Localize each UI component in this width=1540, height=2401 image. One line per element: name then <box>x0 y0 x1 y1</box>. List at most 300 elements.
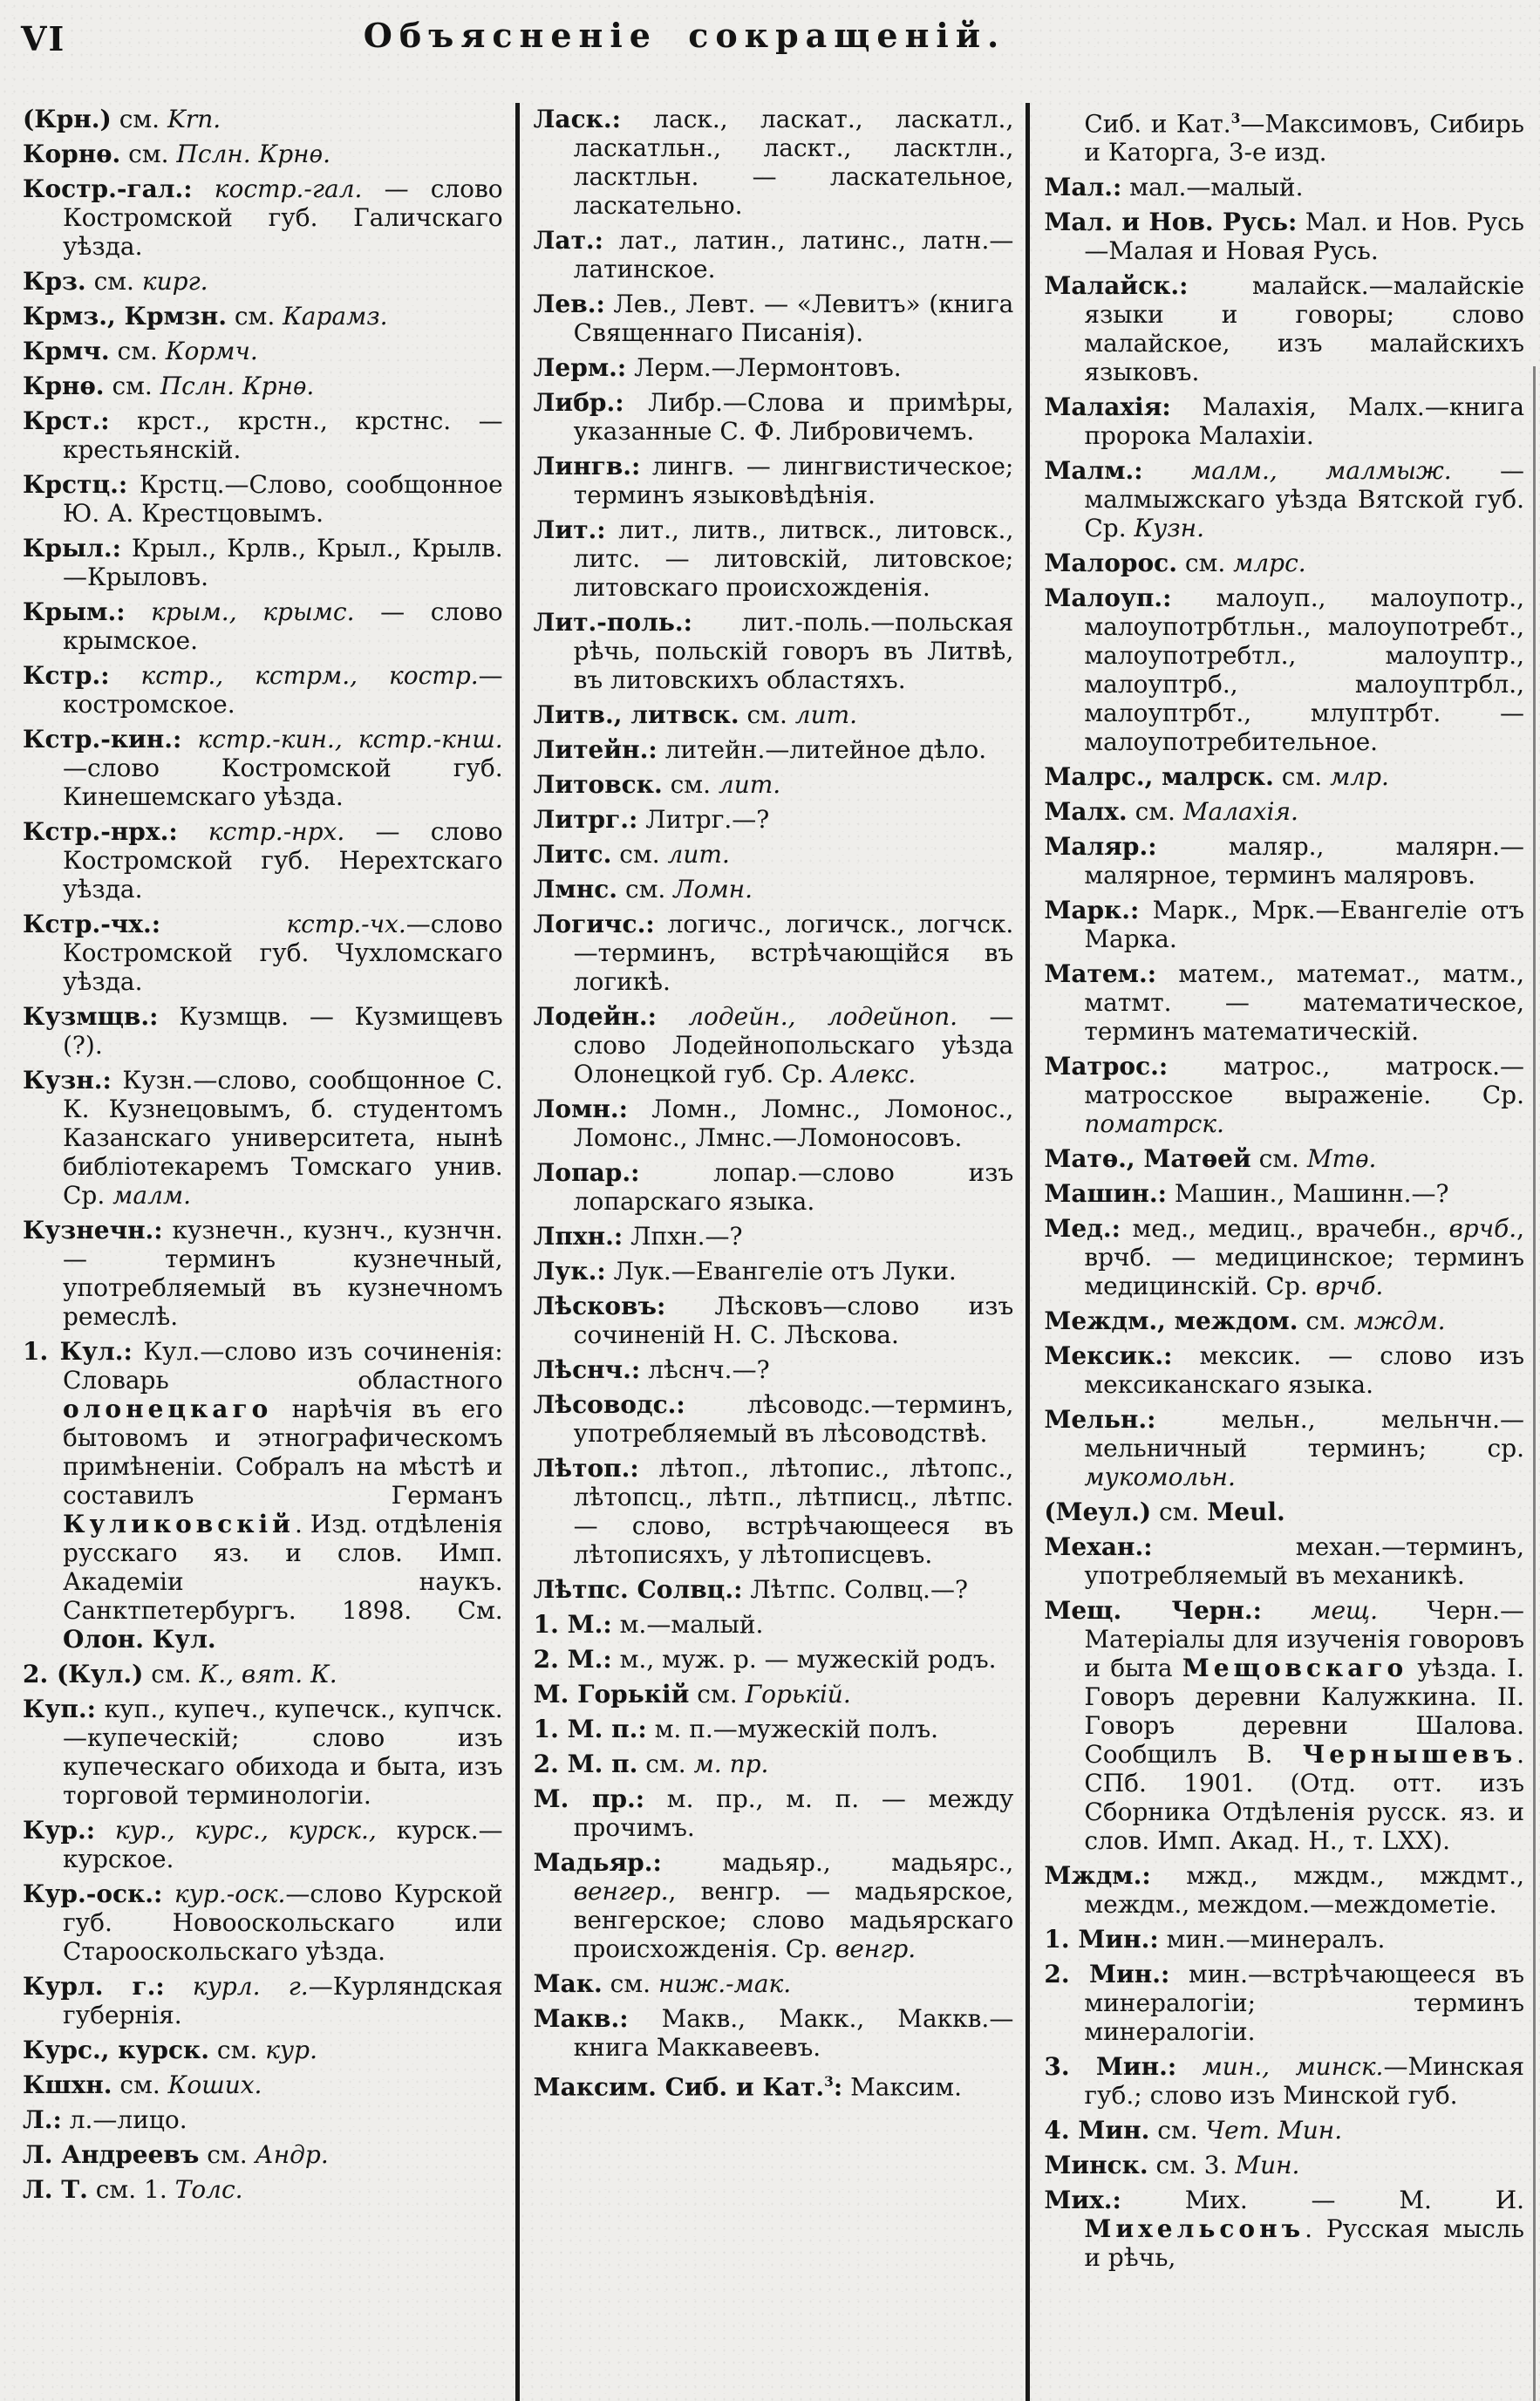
text-run: —Минская губ.; слово изъ Минской губ. <box>1084 2052 1525 2111</box>
text-run: лѣтоп., лѣтопис., лѣтопс., лѣтопсц., лѣтп., лѣтписц., лѣтпс. — слово, встрѣчающееся въ лѣтописяхъ, у лѣтописцевъ. <box>573 1454 1014 1569</box>
text-run: лингв. — лингвистическое; терминъ языковѣдѣнія. <box>573 452 1014 509</box>
text-run: мед., медиц., врачебн., <box>1120 1214 1449 1244</box>
text-run: кстр.-кин., кстр.-кнш. <box>181 725 503 754</box>
text-run: см. <box>143 1660 200 1688</box>
text-run: Лѣтпс. Солвц.: <box>533 1575 743 1604</box>
entry <box>1044 456 1524 542</box>
text-run: мещ. <box>1261 1596 1428 1626</box>
text-run: Малайск.: <box>1044 271 1189 301</box>
entry <box>23 105 503 133</box>
entry <box>23 1337 503 1654</box>
entry <box>534 735 1014 764</box>
text-run: Курл. г.: <box>23 1972 165 2001</box>
text-run: см. <box>689 1680 746 1709</box>
entry <box>534 105 1014 220</box>
text-run: см. <box>111 105 167 133</box>
text-run: Машин., Машинн.—? <box>1166 1179 1449 1209</box>
text-run: Куп.: <box>23 1695 96 1723</box>
text-run: мин., минск. <box>1176 2052 1384 2082</box>
text-run: см. 3. <box>1148 2151 1236 2180</box>
text-run: Мещ. Черн.: <box>1044 1596 1262 1626</box>
text-run: Малрс., малрск. <box>1044 762 1274 792</box>
text-run: 2. (Кул.) <box>23 1660 144 1688</box>
text-run: кстр.-чх. <box>160 910 406 938</box>
text-run: Krn. <box>167 105 221 133</box>
text-run: Андр. <box>255 2140 329 2169</box>
text-run: венгер. <box>573 1877 669 1906</box>
text-run: Лерм.: <box>533 353 627 382</box>
text-run: Мексик.: <box>1044 1341 1173 1371</box>
text-run: врчб. <box>1315 1272 1384 1301</box>
text-run: млрс. <box>1233 549 1306 578</box>
entry <box>534 700 1014 729</box>
text-run: 2. М. п. <box>533 1750 638 1778</box>
text-run: лит., литв., литвск., литовск., литс. — литовскій, литовское; литовскаго происхожденія. <box>573 515 1014 602</box>
page-number: VI <box>21 19 66 58</box>
text-run: см. <box>739 700 795 729</box>
entry <box>23 597 503 655</box>
entry <box>23 2105 503 2134</box>
text-run: кстр.-нрх. <box>177 817 376 846</box>
entry <box>534 1575 1014 1604</box>
entry <box>23 2036 503 2064</box>
entry <box>534 805 1014 834</box>
text-run: Минск. <box>1044 2151 1148 2180</box>
text-run: (Меул.) <box>1044 1497 1152 1527</box>
text-run: Михельсонъ <box>1084 2214 1305 2244</box>
text-run: —слово Костромской губ. Чухломскаго уѣзда. <box>63 910 503 996</box>
text-run: Лмнс. <box>533 875 618 904</box>
entry <box>1044 896 1524 953</box>
entry <box>1044 1925 1524 1954</box>
text-run: Малахія. <box>1182 797 1298 827</box>
text-run: Олон. Кул. <box>63 1625 216 1654</box>
text-run: млр. <box>1330 762 1389 792</box>
text-run: Лпхн.: <box>533 1222 623 1251</box>
text-run: Лопар.: <box>533 1158 640 1187</box>
text-run: Лев.: <box>533 290 605 318</box>
text-run: Мадьяр.: <box>533 1848 662 1877</box>
text-run: Кузмщв. — Кузмищевъ (?). <box>63 1002 503 1060</box>
text-run: ласк., ласкат., ласкатл., ласкатльн., ласкт., ласктлн., ласктльн. — ласкательное, ласкательно. <box>573 105 1014 220</box>
text-run: мукомольн. <box>1084 1463 1236 1492</box>
text-run: Л. Андреевъ <box>23 2140 200 2169</box>
text-run: Кормч. <box>165 337 258 365</box>
text-run: Лев., Левт. — «Левитъ» (книга Священнаго Писанія). <box>573 290 1014 347</box>
text-run: Логичс.: <box>533 910 655 938</box>
text-run: Ломн. <box>673 875 753 904</box>
entry <box>1044 208 1524 265</box>
text-run: , врчб. — медицинское; терминъ медицинскій. Ср. <box>1084 1214 1525 1301</box>
text-run: матем., математ., матм., матмт. — математическое, терминъ математическій. <box>1084 959 1525 1047</box>
entry <box>534 1848 1014 1963</box>
entry <box>534 1969 1014 1998</box>
text-run: Курс., курск. <box>23 2036 210 2064</box>
entry <box>1044 583 1524 756</box>
text-run: Литейн.: <box>533 735 658 764</box>
text-run: Мещовскаго <box>1182 1654 1408 1683</box>
text-run: см. <box>120 140 177 168</box>
text-run: м. п.—мужескій полъ. <box>646 1715 939 1743</box>
entry <box>534 1355 1014 1384</box>
text-run: мельн., мельнчн.—мельничный терминъ; ср. <box>1084 1405 1525 1463</box>
text-run: Максим. Сиб. и Кат. <box>533 2072 825 2102</box>
text-run: Толс. <box>174 2175 243 2204</box>
text-run: 3 <box>1230 111 1241 126</box>
entry <box>1044 1306 1524 1335</box>
text-run: Крстц.—Слово, сообщонное Ю. А. Крестцовымъ. <box>63 470 503 528</box>
entry <box>1044 832 1524 890</box>
text-run: нарѣчія въ его бытовомъ и этнографическомъ примѣненіи. Собралъ на мѣстѣ и составилъ Германъ <box>63 1395 503 1510</box>
text-run: Малх. <box>1044 797 1128 827</box>
text-run: Мих. — М. И. <box>1121 2186 1525 2215</box>
text-run: Карамз. <box>283 302 388 331</box>
text-run: Малоуп.: <box>1044 583 1172 613</box>
text-run: лит. <box>667 840 730 869</box>
entry <box>1044 1052 1524 1138</box>
text-run: м. пр., м. п. — между прочимъ. <box>573 1784 1014 1842</box>
entry <box>23 534 503 591</box>
text-run: Максим. <box>842 2072 962 2102</box>
text-run: Крмз., Крмзн. <box>23 302 227 331</box>
text-run: Мтѳ. <box>1306 1144 1377 1174</box>
entry <box>534 1292 1014 1349</box>
entry <box>534 840 1014 869</box>
text-run: Марк., Мрк.—Евангеліе отъ Марка. <box>1084 896 1525 954</box>
text-run: Кстр.-кин.: <box>23 725 182 754</box>
page-title: Объясненіе сокращеній. <box>363 16 1006 55</box>
entry <box>534 1715 1014 1743</box>
text-run: Кстр.: <box>23 661 110 690</box>
text-run: кур.-оск. <box>162 1879 286 1908</box>
text-run: см. <box>1273 762 1331 792</box>
text-run: Коших. <box>167 2070 262 2099</box>
text-run: Мал.: <box>1044 173 1122 202</box>
text-run: см. <box>637 1750 694 1778</box>
text-run: Матрос.: <box>1044 1052 1169 1081</box>
text-run: Лпхн.—? <box>623 1222 743 1251</box>
text-run: Кстр.-чх.: <box>23 910 161 938</box>
text-run: см. <box>1149 2116 1206 2145</box>
text-run: крст., крстн., крстнс. — крестьянскій. <box>63 406 503 464</box>
entry <box>23 725 503 811</box>
text-run: Малахія: <box>1044 392 1171 422</box>
text-run: см. <box>85 267 142 296</box>
text-run: Мин. <box>1235 2151 1300 2180</box>
entry <box>1044 1179 1524 1208</box>
text-run: 1. М. п.: <box>533 1715 647 1743</box>
text-run: Макв.: <box>533 2004 629 2033</box>
entry <box>534 1784 1014 1842</box>
text-run: Малахія, Малх.—книга пророка Малахіи. <box>1084 392 1525 451</box>
entry <box>534 2068 1014 2101</box>
entry <box>1044 1861 1524 1919</box>
text-run: курск.— курское. <box>63 1816 503 1873</box>
text-run: 1. Кул.: <box>23 1337 133 1366</box>
entry <box>1044 271 1524 386</box>
text-run: Мельн.: <box>1044 1405 1156 1435</box>
text-run: — слово крымское. <box>63 597 503 655</box>
text-run: Алекс. <box>831 1060 917 1088</box>
text-run: Пслн. Крнѳ. <box>176 140 330 168</box>
entry <box>1044 2151 1524 2179</box>
entry <box>534 1645 1014 1674</box>
entry <box>1044 1960 1524 2046</box>
text-run: — костромское. <box>63 661 503 719</box>
text-run: Литс. <box>533 840 612 869</box>
text-run: малайск.—малайскіе языки и говоры; слово малайское, изъ малайскихъ языковъ. <box>1084 271 1525 387</box>
entry <box>23 1066 503 1210</box>
text-run: мжд., мждм., мждмт., междм., междом.—междометіе. <box>1084 1861 1525 1920</box>
entry <box>534 910 1014 996</box>
text-run: 2. М.: <box>533 1645 612 1674</box>
entry <box>23 406 503 464</box>
text-run: крым., крымс. <box>125 597 381 626</box>
text-run: лодейн., лодейноп. <box>656 1002 990 1031</box>
text-run: Горькій. <box>745 1680 851 1709</box>
column-1 <box>9 103 515 2401</box>
text-run: Либр.—Слова и примѣры, указанные С. Ф. Либровичемъ. <box>573 388 1014 446</box>
entry <box>534 1002 1014 1088</box>
text-run: олонецкаго <box>63 1395 273 1423</box>
text-run: Пслн. Крнѳ. <box>160 372 315 400</box>
text-run: Лит.-поль.: <box>533 608 692 637</box>
entry <box>1044 1405 1524 1491</box>
text-run: Лит.: <box>533 515 606 544</box>
text-run: — малмыжскаго уѣзда Вятской губ. Ср. <box>1084 456 1525 543</box>
text-run: Литовск. <box>533 770 663 799</box>
text-run: врчб. <box>1448 1214 1517 1244</box>
text-run: Либр.: <box>533 388 624 417</box>
entry <box>1044 2186 1524 2272</box>
text-run: Лерм.—Лермонтовъ. <box>626 353 902 382</box>
text-run: М. пр.: <box>533 1784 645 1813</box>
text-run: , венгр. — мадьярское, венгерское; слово мадьярскаго происхожденія. Ср. <box>573 1877 1014 1963</box>
text-run: Л.: <box>23 2105 62 2134</box>
text-run: Лингв.: <box>533 452 641 481</box>
entry <box>23 817 503 904</box>
text-run: Малорос. <box>1044 549 1177 578</box>
entry <box>534 608 1014 694</box>
text-run: Кузмщв.: <box>23 1002 159 1031</box>
text-run: мал.—малый. <box>1121 173 1304 202</box>
entry <box>23 1660 503 1688</box>
text-run: Лат.: <box>533 226 604 255</box>
text-run: Крым.: <box>23 597 126 626</box>
text-run: —слово Курской губ. Новооскольскаго или Старооскольскаго уѣзда. <box>63 1879 503 1966</box>
text-run: Кшхн. <box>23 2070 112 2099</box>
entry <box>23 2175 503 2204</box>
text-run: кур. <box>265 2036 317 2064</box>
text-run: м., муж. р. — мужескій родъ. <box>611 1645 997 1674</box>
text-run: Кстр.-нрх.: <box>23 817 178 846</box>
entry <box>1044 797 1524 826</box>
text-run: —слово Костромской губ. Кинешемскаго уѣзда. <box>63 754 503 811</box>
text-run: литейн.—литейное дѣло. <box>657 735 987 764</box>
entry <box>23 2140 503 2169</box>
text-run: см. <box>611 840 668 869</box>
text-run: Крыл.: <box>23 534 121 563</box>
text-run: кузнечн., кузнч., кузнчн. — терминъ кузнечный, употребляемый въ кузнечномъ ремеслѣ. <box>63 1216 503 1331</box>
text-run: куп., купеч., купечск., купчск.—купеческій; слово изъ купеческаго обихода и быта, изъ торговой терминологіи. <box>63 1695 503 1810</box>
entry <box>1044 1341 1524 1399</box>
text-run: Куликовскій <box>63 1510 295 1538</box>
text-run: кстр., кстрм., костр. <box>109 661 479 690</box>
text-run: лит. <box>794 700 858 729</box>
text-run: Черн.—Матеріалы для изученія говоровъ и быта <box>1084 1596 1525 1683</box>
text-run: см. <box>112 2070 168 2099</box>
text-run: см. <box>104 372 160 400</box>
text-run: Мждм.: <box>1044 1861 1151 1891</box>
text-run: Макв., Макк., Маккв.— книга Маккавеевъ. <box>573 2004 1014 2062</box>
entry <box>23 140 503 168</box>
text-run: см. <box>1176 549 1234 578</box>
text-run: см. <box>602 1969 658 1998</box>
text-run: см. <box>209 2036 266 2064</box>
text-run: ниж.-мак. <box>658 1969 792 1998</box>
entry <box>534 1095 1014 1152</box>
entry <box>534 388 1014 446</box>
entry <box>534 1222 1014 1251</box>
text-run: Корнѳ. <box>23 140 121 168</box>
text-run: поматрск. <box>1084 1109 1224 1139</box>
text-run: Крыл., Крлв., Крыл., Крылв.—Крыловъ. <box>63 534 503 591</box>
entry <box>534 770 1014 799</box>
entry <box>534 1454 1014 1569</box>
entry <box>23 267 503 296</box>
text-run: Лѣтпс. Солвц.—? <box>742 1575 968 1604</box>
text-run: см. <box>109 337 166 365</box>
entry <box>534 226 1014 283</box>
text-run: см. <box>1250 1144 1307 1174</box>
text-run: 4. Мин. <box>1044 2116 1150 2145</box>
text-run: Лук.: <box>533 1257 606 1286</box>
text-run: . СПб. 1901. (Отд. отт. изъ Сборника Отдѣленія русск. яз. и слов. Имп. Акад. Н., т. LXX). <box>1084 1740 1525 1856</box>
text-run: Литв., литвск. <box>533 700 739 729</box>
text-run: 1. М.: <box>533 1610 612 1639</box>
entry-continued <box>1044 105 1524 167</box>
entry <box>1044 1214 1524 1300</box>
entry <box>534 452 1014 509</box>
text-run: Маляр.: <box>1044 832 1157 862</box>
text-run: см. <box>1151 1497 1208 1527</box>
entry <box>534 1610 1014 1639</box>
text-run: см. <box>226 302 283 331</box>
text-run: мин.—встрѣчающееся въ минералогіи; терминъ минералогіи. <box>1084 1960 1525 2047</box>
entry <box>23 470 503 528</box>
text-run: кирг. <box>141 267 208 296</box>
text-run: Лодейн.: <box>533 1002 657 1031</box>
entry <box>534 515 1014 602</box>
entry <box>23 1816 503 1873</box>
text-run: логичс., логичск., логчск. —терминъ, встрѣчающійся въ логикѣ. <box>573 910 1014 996</box>
text-run: Л. Т. <box>23 2175 88 2204</box>
text-run: Марк.: <box>1044 896 1140 925</box>
text-run: л.—лицо. <box>61 2105 187 2134</box>
text-run: Ломн.: <box>533 1095 629 1123</box>
entry <box>23 661 503 719</box>
text-run: Механ.: <box>1044 1532 1153 1562</box>
text-run: лѣсоводс.—терминъ, употребляемый въ лѣсоводствѣ. <box>573 1390 1014 1448</box>
text-run: Мак. <box>533 1969 603 1998</box>
text-run: матрос., матроск.—матросское выраженіе. Ср. <box>1084 1052 1525 1110</box>
entry <box>1044 1596 1524 1855</box>
text-run: Лѣсковъ: <box>533 1292 666 1320</box>
text-run: 2. Мин.: <box>1044 1960 1170 1989</box>
text-run: см. <box>1127 797 1183 827</box>
text-run: лѣснч.—? <box>640 1355 770 1384</box>
text-run: (Крн.) <box>23 105 112 133</box>
entry <box>1044 2052 1524 2110</box>
text-run: мексик. — слово изъ мексиканскаго языка. <box>1084 1341 1525 1400</box>
column-3 <box>1026 103 1537 2401</box>
entry <box>1044 549 1524 577</box>
text-run: курл. г. <box>164 1972 309 2001</box>
entry <box>23 910 503 996</box>
text-run: 1. Мин.: <box>1044 1925 1159 1954</box>
text-run: малоуп., малоупотр., малоупотрбтльн., малоупотребт., малоупотребтл., малоуптр., малоуптрб., малоуптрбл., малоуптрбт., млуптрбт. — малоупотребительное. <box>1084 583 1525 757</box>
column-2 <box>515 103 1026 2401</box>
text-run: Кузн.: <box>23 1066 112 1095</box>
text-run: Крнѳ. <box>23 372 105 400</box>
text-run: лит.-поль.—польская рѣчь, польскій говоръ въ Литвѣ, въ литовскихъ областяхъ. <box>573 608 1014 694</box>
entry <box>23 1972 503 2029</box>
text-run: Кур.: <box>23 1816 96 1845</box>
text-run: см. 1. <box>87 2175 175 2204</box>
text-run: М. Горькій <box>533 1680 690 1709</box>
text-run: малм. <box>112 1181 192 1210</box>
entry <box>23 372 503 400</box>
text-run: механ.—терминъ, употребляемый въ механикѣ. <box>1084 1532 1525 1591</box>
entry <box>534 1390 1014 1448</box>
text-run: венгр. <box>835 1934 917 1963</box>
text-run: Крст.: <box>23 406 110 435</box>
entry <box>23 174 503 261</box>
text-run: Матѳ., Матѳей <box>1044 1144 1251 1174</box>
text-run: —Максимовъ, Сибирь и Каторга, 3-е изд. <box>1084 109 1525 167</box>
entry <box>23 1879 503 1966</box>
text-run: . Изд. отдѣленія русскаго яз. и слов. Имп. Академіи наукъ. Санктпетербургъ. 1898. См. <box>63 1510 503 1625</box>
text-run: Костр.-гал.: <box>23 174 193 203</box>
text-run: Кул.—слово изъ сочиненія: Словарь областного <box>63 1337 503 1395</box>
text-run: см. <box>199 2140 256 2169</box>
text-run: — слово Костромской губ. Нерехтскаго уѣзда. <box>63 817 503 904</box>
entry <box>534 353 1014 382</box>
entry <box>1044 1532 1524 1590</box>
text-run: — слово Лодейнопольскаго уѣзда Олонецкой губ. Ср. <box>573 1002 1014 1088</box>
entry <box>23 1002 503 1060</box>
entry <box>23 302 503 331</box>
text-run: см. <box>1298 1306 1354 1336</box>
entry <box>1044 1497 1524 1526</box>
text-run: лат., латин., латинс., латн.— латинское. <box>573 226 1014 283</box>
text-run: мждм. <box>1353 1306 1446 1336</box>
abbreviation-columns <box>9 103 1537 2401</box>
text-run: Meul. <box>1207 1497 1285 1527</box>
text-run: — слово Костромской губ. Галичскаго уѣзда. <box>63 174 503 261</box>
text-run: Кур.-оск.: <box>23 1879 163 1908</box>
entry <box>1044 173 1524 201</box>
text-run: Лук.—Евангеліе отъ Луки. <box>605 1257 957 1286</box>
text-run: м.—малый. <box>611 1610 764 1639</box>
entry <box>23 337 503 365</box>
text-run: костр.-гал. <box>192 174 385 203</box>
text-run: Чернышевъ <box>1302 1740 1517 1770</box>
entry <box>534 875 1014 904</box>
text-run: —Курляндская губернія. <box>63 1972 503 2029</box>
entry <box>1044 959 1524 1046</box>
text-run: мадьяр., мадьярс., <box>661 1848 1014 1877</box>
